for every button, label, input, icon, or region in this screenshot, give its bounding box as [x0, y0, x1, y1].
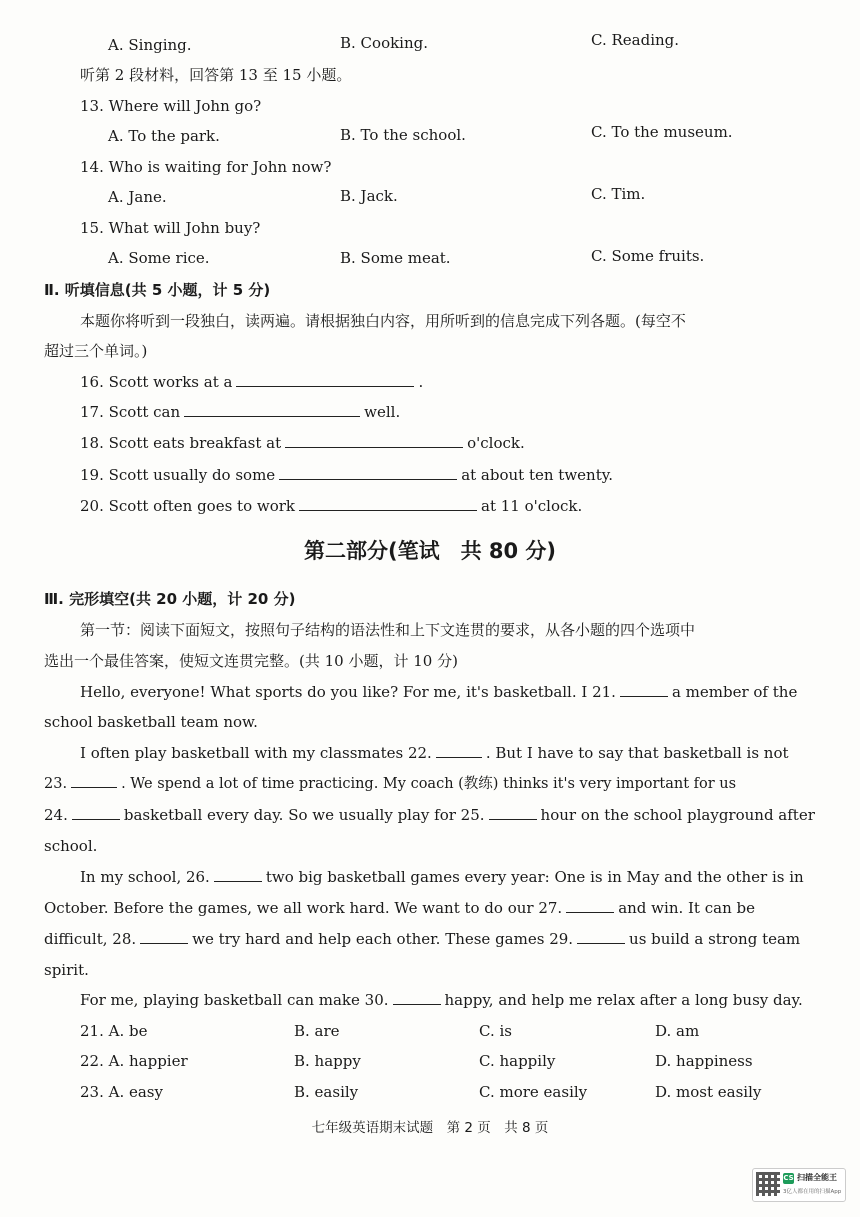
blank-27[interactable] [566, 898, 614, 913]
passage-text: difficult, 28. [44, 930, 137, 948]
q12-option-b: B. Cooking. [340, 34, 429, 52]
badge-app-name: 扫描全能王 [797, 1173, 837, 1182]
q21-option-b: B. are [294, 1022, 340, 1040]
passage-line [44, 924, 800, 955]
q16 [80, 371, 423, 393]
passage-line [44, 769, 736, 800]
q18-text: 18. Scott eats breakfast at [80, 434, 282, 452]
q14-stem: 14. Who is waiting for John now? [80, 158, 332, 176]
q13-option-c: C. To the museum. [591, 123, 733, 141]
q20-text-end: at 11 o'clock. [481, 497, 583, 515]
passage-line [80, 985, 803, 1016]
scanner-watermark-badge [752, 1168, 846, 1202]
q21-option-c: C. is [479, 1022, 512, 1040]
blank-28[interactable] [140, 929, 188, 944]
q14-option-a: A. Jane. [108, 188, 167, 206]
passage-text: . But I have to say that basketball is not [485, 744, 789, 762]
passage-text: October. Before the games, we all work hard. We want to do our 27. [44, 899, 563, 917]
q17-text: 17. Scott can [80, 403, 181, 421]
q19-text: 19. Scott usually do some [80, 466, 276, 484]
q17 [80, 401, 400, 423]
passage-line [44, 893, 755, 924]
passage-text: Hello, everyone! What sports do you like? For me, it's basketball. I 21. [80, 683, 616, 701]
blank-22[interactable] [436, 743, 482, 758]
badge-tagline: 3亿人都在用的扫描App [783, 1189, 842, 1195]
q15-option-c: C. Some fruits. [591, 247, 705, 265]
section-3-instruction-2: 选出一个最佳答案，使短文连贯完整。(共 10 小题，计 10 分) [44, 652, 458, 670]
passage-line [44, 800, 815, 831]
q13-stem: 13. Where will John go? [80, 97, 262, 115]
passage-text: I often play basketball with my classmates 22. [80, 744, 432, 762]
q15-option-a: A. Some rice. [108, 249, 210, 267]
passage-line [80, 677, 797, 708]
passage-text: hour on the school playground after [540, 806, 815, 824]
passage-text: two big basketball games every year: One is in May and the other is in [265, 868, 804, 886]
listen2-instruction: 听第 2 段材料，回答第 13 至 15 小题。 [80, 66, 352, 84]
passage-text: us build a strong team [629, 930, 801, 948]
camscanner-logo: CS [783, 1174, 794, 1182]
q17-blank[interactable] [184, 402, 360, 417]
passage-text: and win. It can be [618, 899, 755, 917]
passage-line [80, 738, 789, 769]
blank-25[interactable] [489, 805, 537, 820]
q19-blank[interactable] [279, 465, 457, 480]
passage-line: spirit. [44, 961, 89, 979]
passage-text: basketball every day. So we usually play for 25. [123, 806, 485, 824]
q20-text: 20. Scott often goes to work [80, 497, 296, 515]
blank-29[interactable] [577, 929, 625, 944]
q19-text-end: at about ten twenty. [461, 466, 613, 484]
q16-blank[interactable] [236, 372, 414, 387]
q21-option-a: 21. A. be [80, 1022, 148, 1040]
part-2-title: 第二部分(笔试 共 80 分) [303, 539, 557, 563]
passage-text: . We spend a lot of time practicing. My coach (教练) thinks it's very important for us [121, 776, 737, 792]
passage-text: happy, and help me relax after a long busy day. [444, 991, 803, 1009]
q15-stem: 15. What will John buy? [80, 219, 261, 237]
qr-code-icon [756, 1172, 780, 1196]
q14-option-b: B. Jack. [340, 187, 398, 205]
passage-text: we try hard and help each other. These games 29. [192, 930, 574, 948]
blank-26[interactable] [214, 867, 262, 882]
passage-text: 23. [44, 776, 68, 792]
q21-option-d: D. am [655, 1022, 700, 1040]
passage-text: a member of the [671, 683, 798, 701]
blank-24[interactable] [72, 805, 120, 820]
blank-30[interactable] [393, 990, 441, 1005]
page-footer: 七年级英语期末试题 第 2 页 共 8 页 [311, 1120, 549, 1136]
section-2-instruction-2: 超过三个单词。) [44, 342, 148, 360]
q12-option-a: A. Singing. [108, 36, 192, 54]
q18-blank[interactable] [285, 433, 463, 448]
passage-text: In my school, 26. [80, 868, 210, 886]
q16-text-end: . [418, 373, 424, 391]
q23-option-d: D. most easily [655, 1083, 762, 1101]
q20-blank[interactable] [299, 496, 477, 511]
passage-text: For me, playing basketball can make 30. [80, 991, 389, 1009]
q12-option-c: C. Reading. [591, 31, 680, 49]
section-2-instruction-1: 本题你将听到一段独白，读两遍。请根据独白内容，用所听到的信息完成下列各题。(每空不 [80, 312, 686, 330]
blank-23[interactable] [71, 773, 117, 788]
passage-line [80, 862, 804, 893]
passage-line: school. [44, 837, 98, 855]
q22-option-a: 22. A. happier [80, 1052, 188, 1070]
q17-text-end: well. [364, 403, 401, 421]
q14-option-c: C. Tim. [591, 185, 646, 203]
blank-21[interactable] [620, 682, 668, 697]
passage-text: 24. [44, 806, 68, 824]
q18 [80, 432, 525, 454]
section-3-instruction-1: 第一节：阅读下面短文，按照句子结构的语法性和上下文连贯的要求，从各小题的四个选项中 [80, 621, 696, 639]
q19 [80, 464, 613, 486]
q22-option-c: C. happily [479, 1052, 556, 1070]
q16-text: 16. Scott works at a [80, 373, 233, 391]
q22-option-b: B. happy [294, 1052, 361, 1070]
q18-text-end: o'clock. [467, 434, 525, 452]
q23-option-c: C. more easily [479, 1083, 588, 1101]
q13-option-b: B. To the school. [340, 126, 466, 144]
q20 [80, 495, 582, 517]
q13-option-a: A. To the park. [108, 127, 220, 145]
q22-option-d: D. happiness [655, 1052, 753, 1070]
q23-option-b: B. easily [294, 1083, 359, 1101]
passage-line: school basketball team now. [44, 713, 258, 731]
section-2-heading: Ⅱ. 听填信息(共 5 小题，计 5 分) [44, 281, 271, 299]
q15-option-b: B. Some meat. [340, 249, 451, 267]
section-3-heading: Ⅲ. 完形填空(共 20 小题，计 20 分) [44, 590, 296, 608]
q23-option-a: 23. A. easy [80, 1083, 163, 1101]
